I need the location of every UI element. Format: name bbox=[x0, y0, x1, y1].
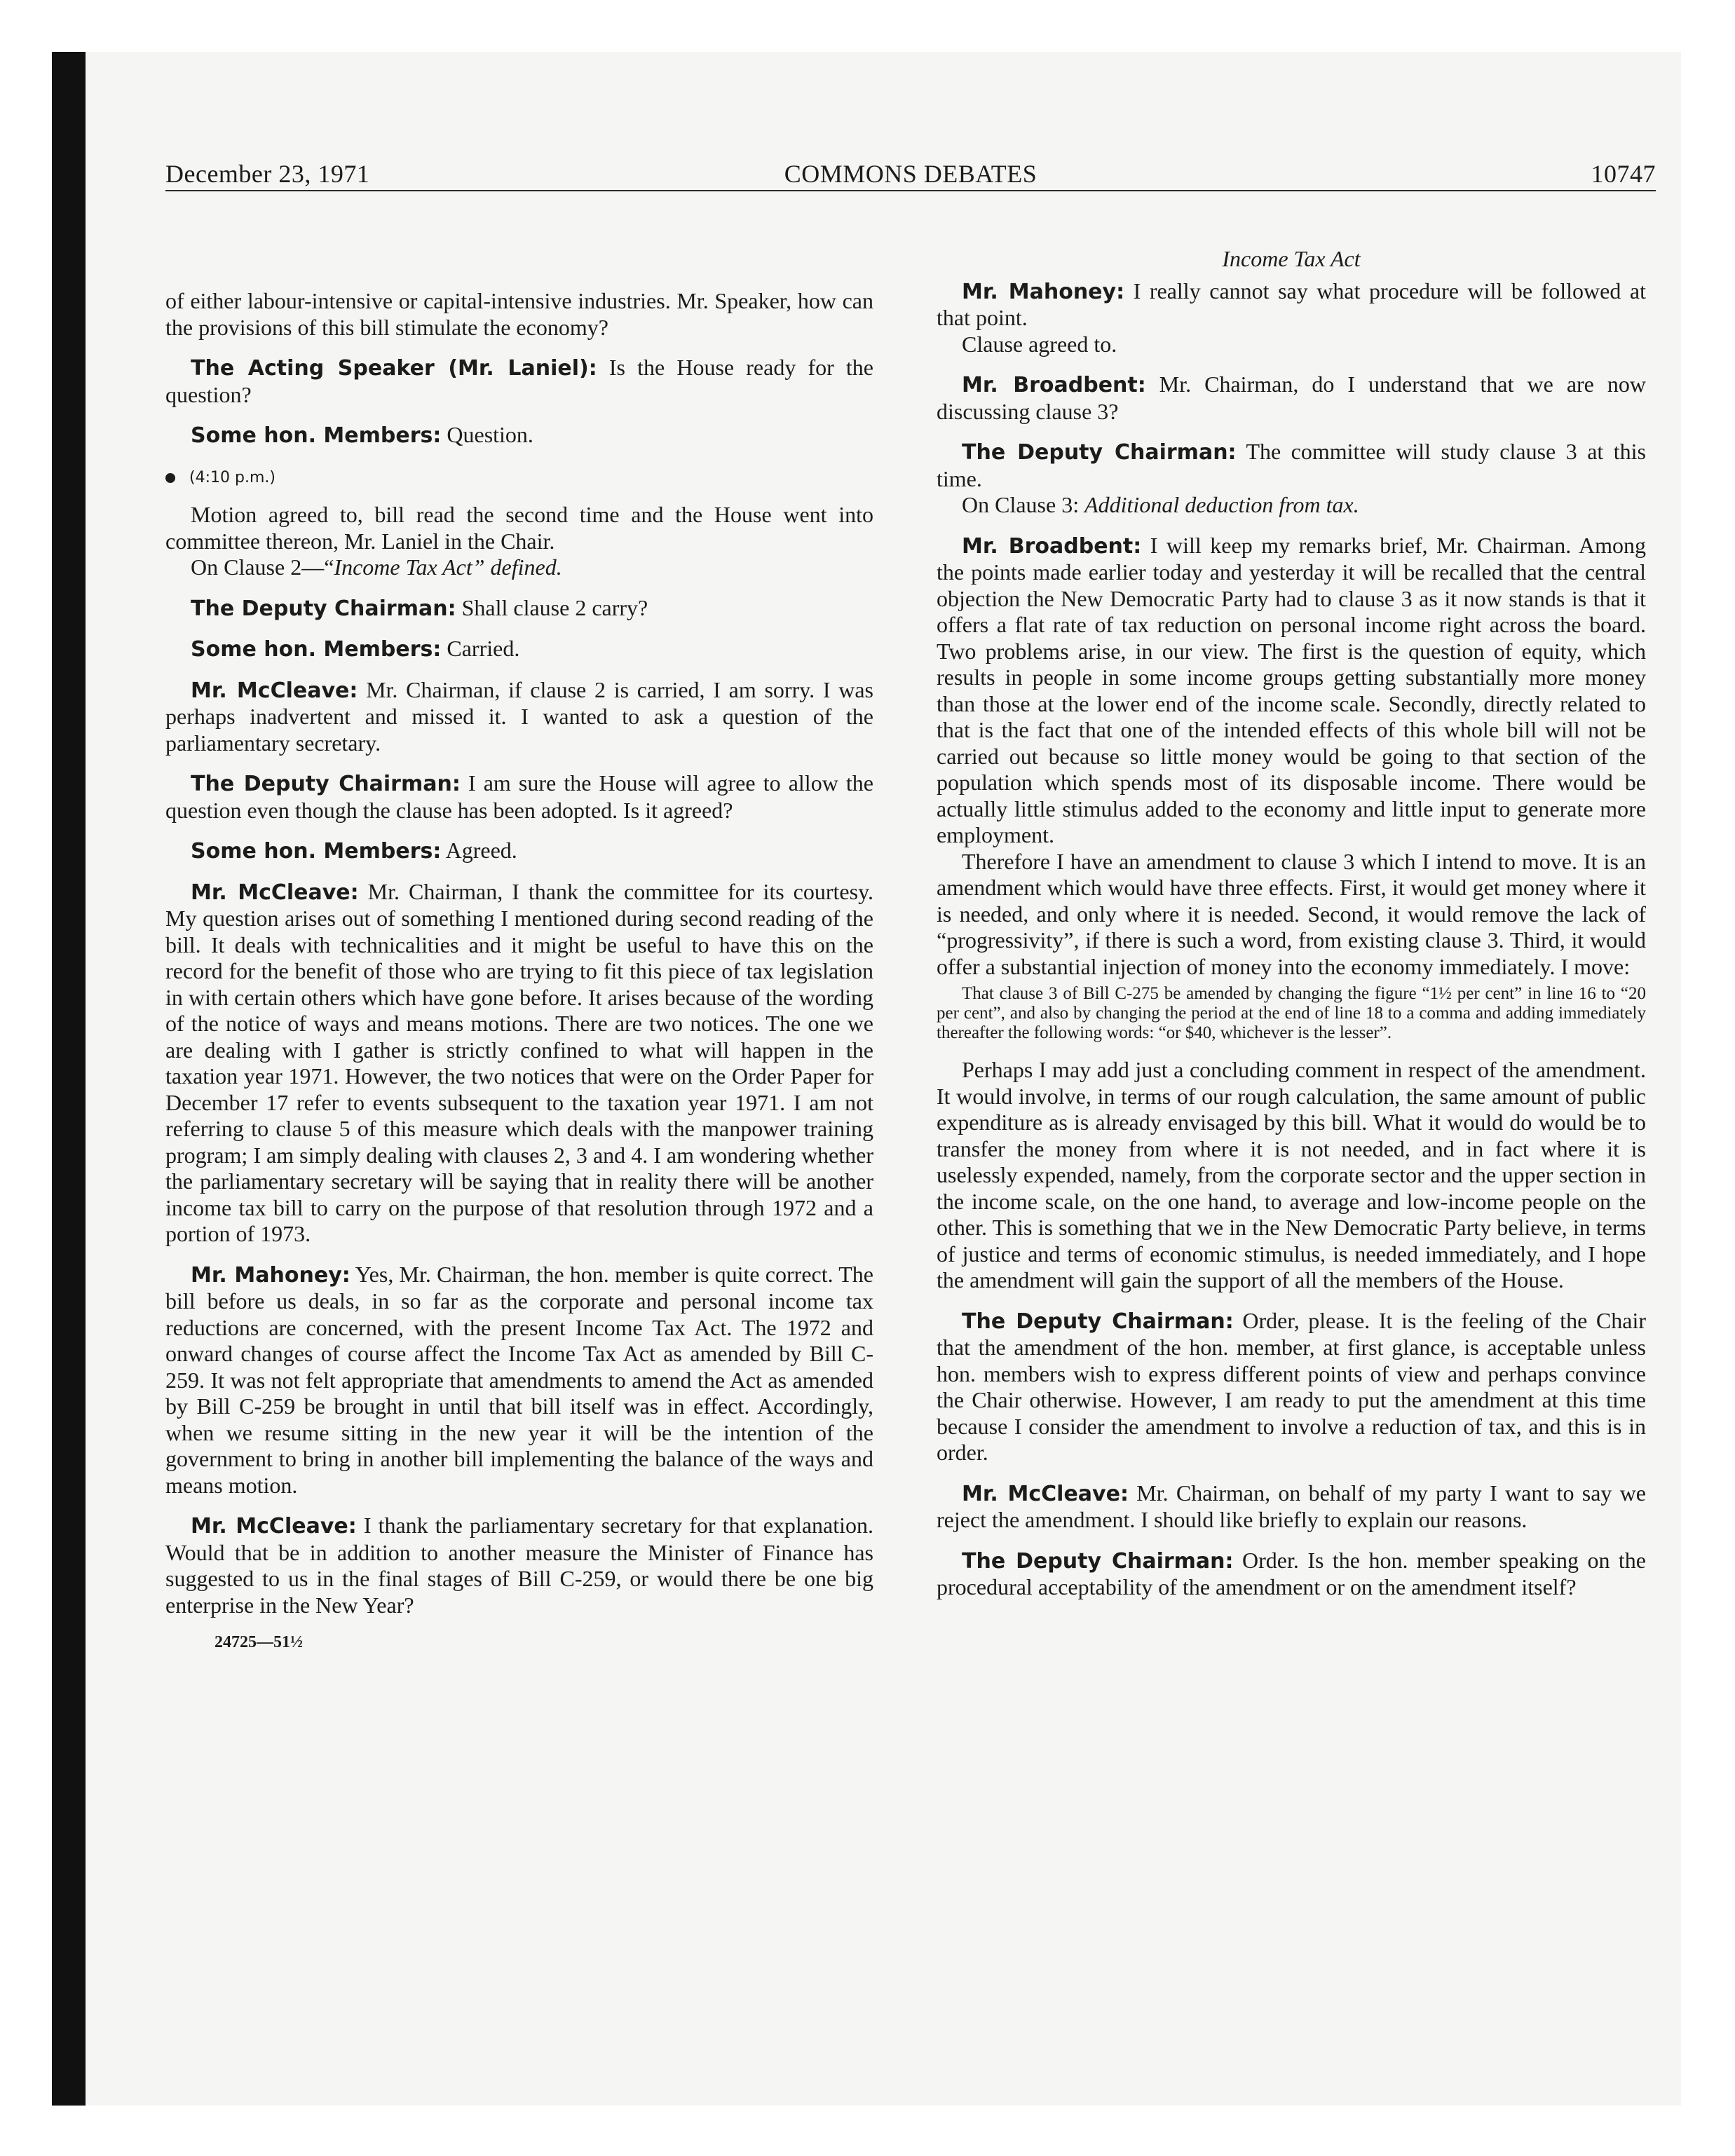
speaker-name: Mr. Broadbent: bbox=[962, 373, 1146, 397]
speech-text: Is the House ready for the question? bbox=[165, 355, 873, 407]
clause-title: Income Tax Act” defined. bbox=[334, 554, 562, 580]
paragraph bbox=[937, 1548, 1646, 1601]
paragraph: of either labour-intensive or capital-intensive industries. Mr. Speaker, how can the provisions of this bill stimulate the economy? bbox=[165, 288, 873, 340]
speaker-name: Mr. Mahoney: bbox=[191, 1262, 351, 1288]
speech-text: Order, please. It is the feeling of the Chair that the amendment of the hon. member, at first glance, is acceptable unless hon. members wish to express different points of view and perhaps convince the Chair otherwise. However, I am ready to put the amendment at this time because I consider the amendment to involve a reduction of tax, and this is in order. bbox=[937, 1307, 1647, 1465]
speaker-name: Some hon. Members: bbox=[191, 839, 442, 864]
paragraph bbox=[165, 838, 873, 865]
paragraph bbox=[165, 1262, 873, 1499]
speaker-name: Mr. McCleave: bbox=[191, 1514, 357, 1538]
header-title: COMMONS DEBATES bbox=[784, 160, 1037, 188]
speaker-name: Mr. McCleave: bbox=[962, 1481, 1129, 1506]
speech-text: Mr. Chairman, on behalf of my party I want to say we reject the amendment. I should like briefly to explain our reasons. bbox=[937, 1480, 1646, 1532]
speaker-name: Mr. McCleave: bbox=[191, 880, 359, 905]
paragraph: Therefore I have an amendment to clause 3 which I intend to move. It is an amendment which would have three effects. First, it would get money where it is needed, and only where it is needed. Second, it would remove the lack of “progressivity”, if there is such a word, from existing clause 3. Third, it would offer a substantial injection of money into the economy immediately. I move: bbox=[937, 848, 1646, 979]
speech-text: Shall clause 2 carry? bbox=[456, 594, 648, 620]
amendment-quote: That clause 3 of Bill C-275 be amended by changing the figure “1½ per cent” in line 16 to “20 per cent”, and also by changing the period at the end of line 18 to a comma and adding immediately thereafter the following words: “or $40, whichever is the lesser”. bbox=[937, 984, 1646, 1042]
page-content bbox=[165, 148, 1656, 2026]
header-date: December 23, 1971 bbox=[165, 160, 370, 188]
speaker-name: The Deputy Chairman: bbox=[191, 596, 456, 621]
paragraph bbox=[165, 636, 873, 663]
speaker-name: Mr. Mahoney: bbox=[962, 279, 1125, 304]
paragraph bbox=[165, 1513, 873, 1618]
time-text: (4:10 p.m.) bbox=[189, 468, 275, 486]
paragraph bbox=[937, 1480, 1646, 1534]
speaker-name: Some hon. Members: bbox=[191, 423, 442, 448]
paragraph bbox=[937, 278, 1646, 332]
paragraph bbox=[937, 439, 1646, 492]
left-column bbox=[165, 288, 873, 1656]
speech-text: The committee will study clause 3 at this time. bbox=[937, 439, 1646, 491]
paragraph bbox=[937, 371, 1646, 425]
speech-text: Carried. bbox=[441, 636, 520, 661]
speech-text: Question. bbox=[441, 422, 533, 447]
speaker-name: Mr. Broadbent: bbox=[962, 533, 1142, 559]
paragraph bbox=[937, 1308, 1646, 1466]
speech-text: I thank the parliamentary secretary for that explanation. Would that be in addition to another measure the Minister of Finance has suggested to us in the final stages of Bill C-259, or would there be one big enterprise in the New Year? bbox=[165, 1513, 874, 1618]
paragraph bbox=[165, 554, 873, 581]
paragraph: Motion agreed to, bill read the second time and the House went into committee thereon, Mr. Laniel in the Chair. bbox=[165, 502, 873, 554]
speech-text: I will keep my remarks brief, Mr. Chairman. Among the points made earlier today and yesterday it will be recalled that the central objection the New Democratic Party had to clause 3 as it now stands is that it offers a flat rate of tax reduction on personal income right across the board. Two problems arise, in our view. The first is the question of equity, which results in people in some income groups getting substantially more money than those at the lower end of the income scale. Secondly, directly related to that is the fact that one of the intended effects of this whole bill will not be carried out because so little money would be going to that section of the population which spends most of its disposable income. There would be actually little stimulus added to the economy and little input to generate more employment. bbox=[937, 532, 1646, 847]
clause-label: On Clause 3: bbox=[962, 492, 1085, 517]
paragraph bbox=[165, 677, 873, 757]
printer-code: 24725—51½ bbox=[215, 1633, 303, 1651]
paragraph bbox=[165, 595, 873, 622]
paragraph bbox=[165, 879, 873, 1248]
running-header bbox=[165, 148, 1656, 191]
section-title: Income Tax Act bbox=[1222, 246, 1361, 271]
speaker-name: Mr. McCleave: bbox=[191, 678, 358, 703]
speaker-name: The Deputy Chairman: bbox=[962, 440, 1237, 465]
speech-text: Yes, Mr. Chairman, the hon. member is quite correct. The bill before us deals, in so far as the corporate and personal income tax reductions are concerned, with the present Income Tax Act. The 1972 and onward changes of course affect the Income Tax Act as amended by Bill C-259. It was not felt appropriate that amendments to amend the Act as amended by Bill C-259 be brought in until that bill itself was in effect. Accordingly, when we resume sitting in the new year it will be the intention of the government to bring in another bill implementing the balance of the ways and means motion. bbox=[165, 1261, 873, 1498]
speaker-name: The Deputy Chairman: bbox=[962, 1548, 1234, 1574]
paragraph: Clause agreed to. bbox=[962, 331, 1117, 357]
paragraph bbox=[165, 422, 873, 449]
time-marker bbox=[165, 465, 873, 491]
speech-text: I am sure the House will agree to allow the question even though the clause has been adopted. Is it agreed? bbox=[165, 770, 874, 823]
speech-text: Mr. Chairman, I thank the committee for its courtesy. My question arises out of something I mentioned during second reading of the bill. It deals with technicalities and it might be useful to have this on the record for the benefit of those who are trying to fit this piece of tax legislation in with certain others which have gone before. It arises because of the wording of the notice of ways and means motions. There are two notices. The one we are dealing with I gather is strictly confined to what will happen in the taxation year 1971. However, the two notices that were on the Order Paper for December 17 refer to events subsequent to the taxation year 1971. I am not referring to clause 5 of this measure which deals with the manpower training program; I am simply dealing with clauses 2, 3 and 4. I am wondering whether the parliamentary secretary will be saying that in reality there will be another income tax bill to carry on the purpose of that resolution through 1972 and a portion of 1973. bbox=[165, 878, 874, 1246]
paragraph bbox=[165, 355, 873, 408]
speech-text: Mr. Chairman, if clause 2 is carried, I am sorry. I was perhaps inadvertent and missed it. I wanted to ask a question of the parliamentary secretary. bbox=[165, 676, 874, 756]
speech-text: Agreed. bbox=[441, 838, 517, 863]
right-column bbox=[937, 246, 1646, 1601]
paragraph: Perhaps I may add just a concluding comment in respect of the amendment. It would involve, in terms of our rough calculation, the same amount of public expenditure as is already envisaged by this bill. What it would do would be to transfer the money from where it is not needed, and in fact where it is uselessly expended, namely, from the corporate sector and the upper section in the income scale, on the one hand, to average and low-income people on the other. This is something that we in the New Democratic Party believe, in terms of justice and terms of economic stimulus, is needed immediately, and I hope the amendment will gain the support of all the members of the House. bbox=[937, 1057, 1646, 1292]
paragraph bbox=[937, 492, 1646, 519]
paragraph bbox=[165, 770, 873, 824]
scanned-page bbox=[52, 52, 1681, 2106]
speech-text: I really cannot say what procedure will be followed at that point. bbox=[937, 278, 1646, 330]
speaker-name: The Deputy Chairman: bbox=[191, 772, 461, 796]
speaker-name: The Acting Speaker (Mr. Laniel): bbox=[191, 356, 597, 381]
speaker-name: The Deputy Chairman: bbox=[962, 1309, 1234, 1334]
header-page-number: 10747 bbox=[1591, 160, 1656, 188]
speech-text: Mr. Chairman, do I understand that we are now discussing clause 3? bbox=[937, 371, 1647, 424]
binding-edge bbox=[52, 52, 86, 2106]
paragraph bbox=[937, 533, 1646, 849]
clause-label: On Clause 2—“ bbox=[191, 554, 334, 580]
speech-text: Order. Is the hon. member speaking on the procedural acceptability of the amendment or on the amendment itself? bbox=[937, 1547, 1647, 1599]
bullet-icon bbox=[165, 473, 175, 483]
clause-title: Additional deduction from tax. bbox=[1084, 492, 1359, 517]
speaker-name: Some hon. Members: bbox=[191, 637, 442, 662]
